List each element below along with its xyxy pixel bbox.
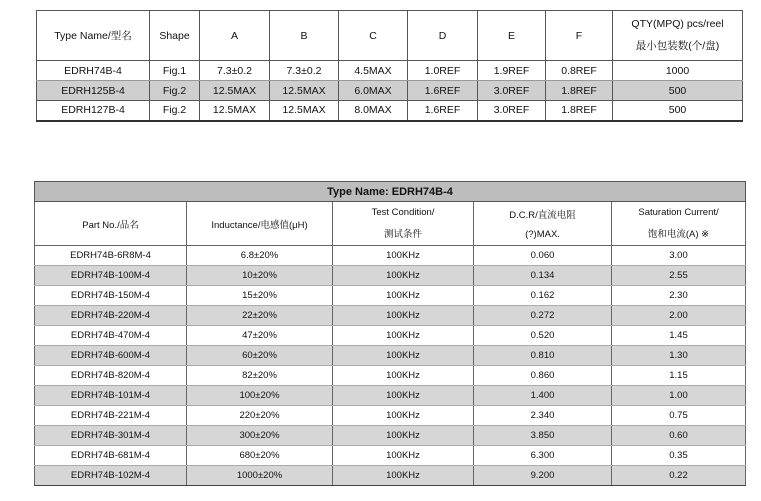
- table-row: [37, 81, 743, 101]
- cell-f: 1.8REF: [546, 81, 613, 101]
- spec-table-body: [37, 61, 743, 121]
- cell-inductance: 1000±20%: [187, 466, 333, 486]
- header-qty: [613, 11, 743, 61]
- header-sat-line2: 饱和电流(A) ※: [647, 229, 710, 240]
- part-header-row: [35, 202, 746, 246]
- header-qty-line1: QTY(MPQ) pcs/reel: [631, 18, 724, 30]
- header-saturation: [612, 202, 746, 246]
- table-row: [37, 61, 743, 81]
- cell-dcr: 9.200: [474, 466, 612, 486]
- cell-sat: 0.60: [612, 426, 746, 446]
- cell-dcr: 0.162: [474, 286, 612, 306]
- cell-dcr: 0.810: [474, 346, 612, 366]
- cell-part: EDRH74B-600M-4: [35, 346, 187, 366]
- cell-test: 100KHz: [333, 306, 474, 326]
- cell-d: 1.6REF: [408, 101, 478, 121]
- cell-f: 1.8REF: [546, 101, 613, 121]
- cell-sat: 0.75: [612, 406, 746, 426]
- cell-test: 100KHz: [333, 466, 474, 486]
- cell-c: 4.5MAX: [339, 61, 408, 81]
- cell-sat: 1.15: [612, 366, 746, 386]
- cell-dcr: 0.134: [474, 266, 612, 286]
- header-f: F: [546, 11, 613, 61]
- table-row: [35, 346, 746, 366]
- cell-b: 7.3±0.2: [270, 61, 339, 81]
- cell-part: EDRH74B-301M-4: [35, 426, 187, 446]
- cell-d: 1.6REF: [408, 81, 478, 101]
- cell-shape: Fig.1: [150, 61, 200, 81]
- table-row: [35, 286, 746, 306]
- table-row: [35, 406, 746, 426]
- cell-test: 100KHz: [333, 406, 474, 426]
- cell-qty: 1000: [613, 61, 743, 81]
- cell-e: 3.0REF: [478, 81, 546, 101]
- table-row: [35, 466, 746, 486]
- cell-inductance: 220±20%: [187, 406, 333, 426]
- cell-inductance: 60±20%: [187, 346, 333, 366]
- cell-part: EDRH74B-150M-4: [35, 286, 187, 306]
- cell-a: 7.3±0.2: [200, 61, 270, 81]
- cell-test: 100KHz: [333, 346, 474, 366]
- cell-inductance: 82±20%: [187, 366, 333, 386]
- cell-dcr: 0.860: [474, 366, 612, 386]
- cell-type: EDRH127B-4: [37, 101, 150, 121]
- header-part-no: Part No./品名: [35, 202, 187, 246]
- cell-part: EDRH74B-221M-4: [35, 406, 187, 426]
- table-row: [35, 266, 746, 286]
- cell-test: 100KHz: [333, 286, 474, 306]
- header-qty-line2: 最小包装数(个/盘): [635, 40, 720, 52]
- cell-sat: 2.00: [612, 306, 746, 326]
- cell-part: EDRH74B-220M-4: [35, 306, 187, 326]
- cell-dcr: 2.340: [474, 406, 612, 426]
- cell-sat: 1.30: [612, 346, 746, 366]
- cell-dcr: 0.520: [474, 326, 612, 346]
- table-row: [35, 326, 746, 346]
- header-dcr-line2: (?)MAX.: [525, 229, 560, 240]
- cell-sat: 3.00: [612, 246, 746, 266]
- cell-sat: 2.30: [612, 286, 746, 306]
- part-table: [34, 181, 746, 486]
- cell-c: 8.0MAX: [339, 101, 408, 121]
- cell-shape: Fig.2: [150, 81, 200, 101]
- cell-sat: 2.55: [612, 266, 746, 286]
- cell-test: 100KHz: [333, 426, 474, 446]
- cell-test: 100KHz: [333, 246, 474, 266]
- header-d: D: [408, 11, 478, 61]
- cell-a: 12.5MAX: [200, 101, 270, 121]
- spec-table: [36, 10, 743, 122]
- cell-part: EDRH74B-100M-4: [35, 266, 187, 286]
- header-type-name: Type Name/型名: [37, 11, 150, 61]
- cell-dcr: 1.400: [474, 386, 612, 406]
- cell-part: EDRH74B-681M-4: [35, 446, 187, 466]
- spec-header-row: [37, 11, 743, 61]
- header-test-line1: Test Condition/: [371, 207, 435, 218]
- header-dcr: [474, 202, 612, 246]
- header-shape: Shape: [150, 11, 200, 61]
- cell-b: 12.5MAX: [270, 101, 339, 121]
- table-row: [37, 101, 743, 121]
- header-test-condition: [333, 202, 474, 246]
- cell-f: 0.8REF: [546, 61, 613, 81]
- cell-inductance: 10±20%: [187, 266, 333, 286]
- cell-qty: 500: [613, 101, 743, 121]
- cell-inductance: 15±20%: [187, 286, 333, 306]
- cell-part: EDRH74B-102M-4: [35, 466, 187, 486]
- cell-part: EDRH74B-101M-4: [35, 386, 187, 406]
- header-inductance: Inductance/电感值(μH): [187, 202, 333, 246]
- cell-a: 12.5MAX: [200, 81, 270, 101]
- header-b: B: [270, 11, 339, 61]
- cell-b: 12.5MAX: [270, 81, 339, 101]
- cell-inductance: 47±20%: [187, 326, 333, 346]
- cell-type: EDRH74B-4: [37, 61, 150, 81]
- cell-inductance: 680±20%: [187, 446, 333, 466]
- cell-inductance: 6.8±20%: [187, 246, 333, 266]
- part-table-title-row: [35, 182, 746, 202]
- header-sat-line1: Saturation Current/: [638, 207, 719, 218]
- cell-c: 6.0MAX: [339, 81, 408, 101]
- header-test-line2: 测试条件: [383, 229, 422, 240]
- table-row: [35, 386, 746, 406]
- table-row: [35, 306, 746, 326]
- part-table-body: [35, 246, 746, 486]
- table-row: [35, 366, 746, 386]
- cell-test: 100KHz: [333, 386, 474, 406]
- cell-inductance: 22±20%: [187, 306, 333, 326]
- cell-dcr: 0.272: [474, 306, 612, 326]
- header-a: A: [200, 11, 270, 61]
- cell-e: 1.9REF: [478, 61, 546, 81]
- part-table-title: Type Name: EDRH74B-4: [35, 182, 746, 202]
- cell-shape: Fig.2: [150, 101, 200, 121]
- cell-d: 1.0REF: [408, 61, 478, 81]
- cell-test: 100KHz: [333, 326, 474, 346]
- table-row: [35, 426, 746, 446]
- header-c: C: [339, 11, 408, 61]
- table-row: [35, 446, 746, 466]
- cell-qty: 500: [613, 81, 743, 101]
- cell-part: EDRH74B-6R8M-4: [35, 246, 187, 266]
- header-dcr-line1: D.C.R/直流电阻: [509, 210, 576, 221]
- cell-test: 100KHz: [333, 446, 474, 466]
- cell-inductance: 300±20%: [187, 426, 333, 446]
- cell-dcr: 0.060: [474, 246, 612, 266]
- cell-dcr: 6.300: [474, 446, 612, 466]
- header-e: E: [478, 11, 546, 61]
- cell-test: 100KHz: [333, 266, 474, 286]
- cell-test: 100KHz: [333, 366, 474, 386]
- cell-part: EDRH74B-820M-4: [35, 366, 187, 386]
- cell-sat: 1.45: [612, 326, 746, 346]
- cell-sat: 0.35: [612, 446, 746, 466]
- cell-dcr: 3.850: [474, 426, 612, 446]
- cell-sat: 0.22: [612, 466, 746, 486]
- cell-type: EDRH125B-4: [37, 81, 150, 101]
- table-row: [35, 246, 746, 266]
- cell-sat: 1.00: [612, 386, 746, 406]
- cell-e: 3.0REF: [478, 101, 546, 121]
- cell-part: EDRH74B-470M-4: [35, 326, 187, 346]
- cell-inductance: 100±20%: [187, 386, 333, 406]
